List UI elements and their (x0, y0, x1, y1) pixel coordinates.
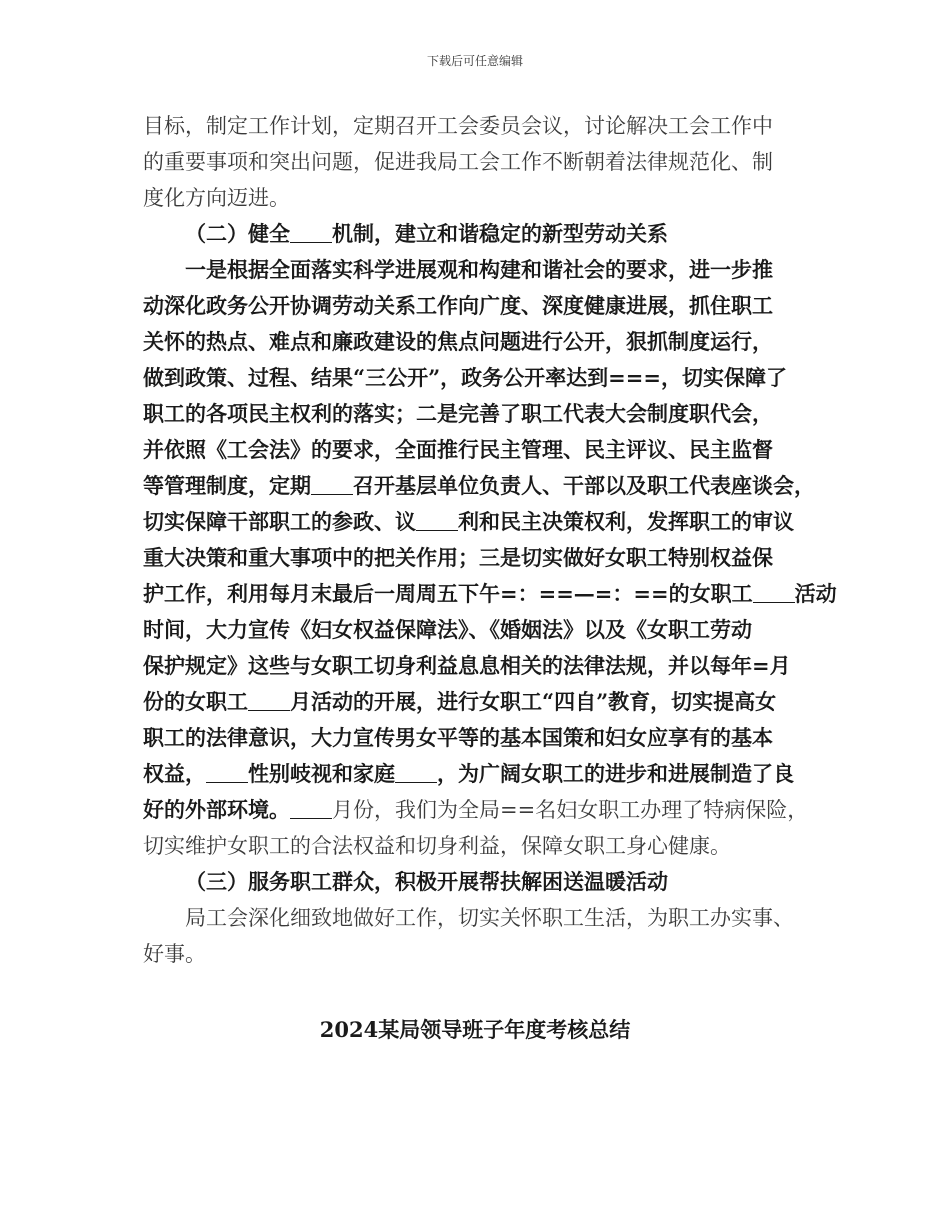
fill-in-blank (248, 688, 290, 711)
text-run: 活动 (794, 581, 837, 606)
paragraph-line: 保护规定》这些与女职工切身利益息息相关的法律法规，并以每年=月 (143, 653, 791, 678)
paragraph-line (143, 684, 815, 720)
text-run: 性别岐视和家庭 (248, 761, 395, 786)
paragraph-line (143, 504, 815, 540)
fill-in-blank (290, 220, 332, 243)
text-run: 召开基层单位负责人、干部以及职工代表座谈会， (353, 473, 815, 498)
text-run: 月份，我们为全局==名妇女职工办理了特病保险， (332, 798, 809, 822)
paragraph-line: 时间，大力宣传《妇女权益保障法》、《婚姻法》以及《女职工劳动 (143, 617, 752, 642)
section-heading-2 (143, 216, 815, 252)
paragraph-line (143, 756, 815, 792)
text-run: 利和民主决策权利，发挥职工的审议 (458, 509, 794, 534)
text-run: 等管理制度，定期 (143, 473, 311, 498)
paragraph-line (143, 792, 815, 828)
paragraph-line (143, 468, 815, 504)
paragraph-line: 职工的各项民主权利的落实；二是完善了职工代表大会制度职代会， (143, 401, 773, 426)
fill-in-blank (311, 472, 353, 495)
text-run: 份的女职工 (143, 689, 248, 714)
paragraph-line: 动深化政务公开协调劳动关系工作向广度、深度健康进展，抓住职工 (143, 293, 773, 318)
paragraph-line: 关怀的热点、难点和廉政建设的焦点问题进行公开，狠抓制度运行， (143, 329, 773, 354)
text-run: ，为广阔女职工的进步和进展制造了良 (437, 761, 794, 786)
document-title: 2024某局领导班子年度考核总结 (319, 1017, 631, 1042)
paragraph-line (143, 576, 837, 612)
section-heading-3: （三）服务职工群众，积极开展帮扶解困送温暖活动 (185, 869, 668, 894)
fill-in-blank (416, 508, 458, 531)
paragraph-line: 职工的法律意识，大力宣传男女平等的基本国策和妇女应享有的基本 (143, 725, 773, 750)
paragraph-line: 度化方向迈进。 (143, 186, 290, 210)
fill-in-blank (753, 580, 795, 603)
text-run: 切实保障干部职工的参政、议 (143, 509, 416, 534)
paragraph-line: 切实维护女职工的合法权益和切身利益，保障女职工身心健康。 (143, 834, 731, 858)
section-heading-text: （二）健全 (185, 221, 290, 246)
paragraph-line: 的重要事项和突出问题，促进我局工会工作不断朝着法律规范化、制 (143, 150, 773, 174)
text-run: 护工作，利用每月末最后一周周五下午=：==—=：==的女职工 (143, 581, 753, 606)
fill-in-blank (290, 796, 332, 819)
fill-in-blank (206, 760, 248, 783)
text-run: 月活动的开展，进行女职工“四自”教育，切实提高女 (290, 689, 777, 714)
text-run: 好的外部环境。 (143, 797, 290, 822)
page-header-note: 下载后可任意编辑 (426, 54, 523, 68)
text-run: 权益， (143, 761, 206, 786)
paragraph-line: 做到政策、过程、结果“三公开”，政务公开率达到===，切实保障了 (143, 365, 787, 390)
paragraph-line: 并依照《工会法》的要求，全面推行民主管理、民主评议、民主监督 (143, 437, 773, 462)
paragraph-line: 目标，制定工作计划，定期召开工会委员会议，讨论解决工会工作中 (143, 114, 773, 138)
document-body (143, 108, 837, 972)
paragraph-line: 好事。 (143, 942, 206, 966)
section-heading-text: 机制，建立和谐稳定的新型劳动关系 (332, 221, 668, 246)
paragraph-line: 重大决策和重大事项中的把关作用；三是切实做好女职工特别权益保 (143, 545, 773, 570)
paragraph-line: 局工会深化细致地做好工作，切实关怀职工生活，为职工办实事、 (185, 906, 794, 930)
paragraph-line: 一是根据全面落实科学进展观和构建和谐社会的要求，进一步推 (185, 257, 773, 282)
fill-in-blank (395, 760, 437, 783)
